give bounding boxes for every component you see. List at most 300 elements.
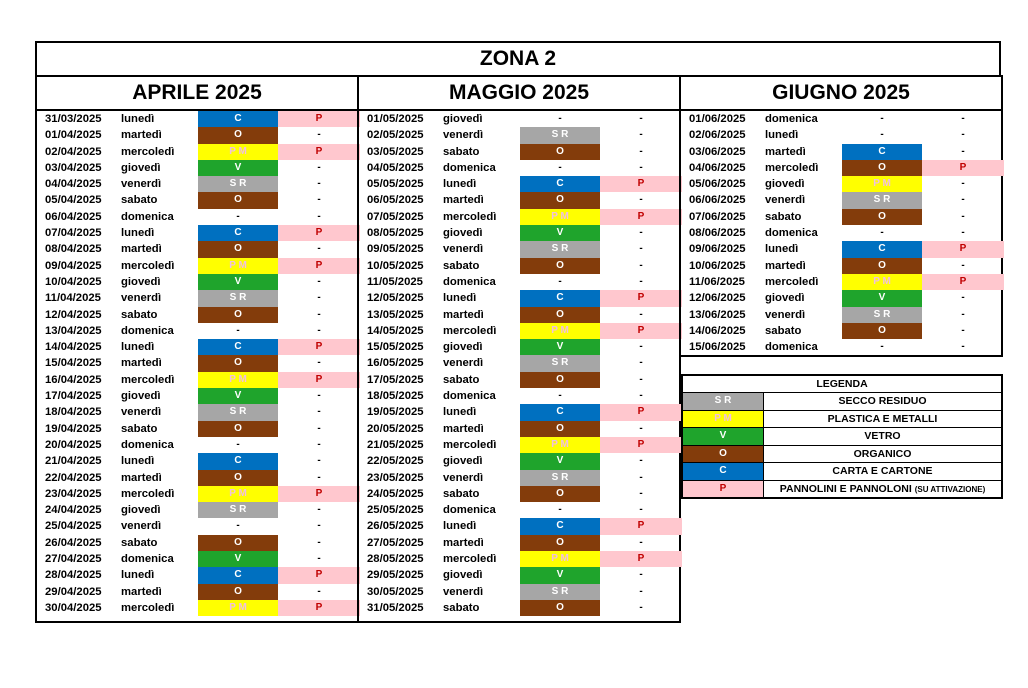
legend-item bbox=[683, 428, 1001, 446]
diaper-code: - bbox=[317, 504, 321, 516]
row-weekday: domenica bbox=[443, 161, 496, 174]
row-date: 02/06/2025 bbox=[689, 129, 746, 142]
calendar-row bbox=[359, 160, 679, 176]
row-weekday: giovedì bbox=[443, 113, 483, 125]
row-weekday: giovedì bbox=[121, 504, 161, 517]
row-date: 12/04/2025 bbox=[45, 308, 102, 321]
calendar-row bbox=[359, 567, 679, 583]
waste-code: P M bbox=[842, 274, 922, 290]
row-date: 23/05/2025 bbox=[367, 471, 424, 484]
row-weekday: mercoledì bbox=[443, 210, 497, 223]
row-date: 10/04/2025 bbox=[45, 275, 102, 288]
calendar-row bbox=[37, 307, 357, 323]
diaper-code: - bbox=[317, 471, 321, 483]
row-date: 07/06/2025 bbox=[689, 210, 746, 223]
row-date: 13/06/2025 bbox=[689, 308, 746, 321]
calendar-row bbox=[37, 600, 357, 616]
row-date: 08/06/2025 bbox=[689, 227, 746, 240]
diaper-code: - bbox=[639, 227, 643, 239]
row-date: 26/05/2025 bbox=[367, 520, 424, 533]
diaper-code: - bbox=[639, 455, 643, 467]
row-weekday: sabato bbox=[443, 373, 480, 386]
legend-label-text: CARTA E CARTONE bbox=[832, 465, 933, 477]
legend-label-text: VETRO bbox=[864, 430, 901, 442]
row-date: 29/05/2025 bbox=[367, 569, 424, 582]
calendar-row bbox=[359, 176, 679, 192]
row-weekday: sabato bbox=[121, 194, 158, 207]
calendar-row bbox=[37, 241, 357, 257]
diaper-code: P bbox=[600, 518, 682, 534]
legend-label-text: PLASTICA E METALLI bbox=[827, 412, 938, 425]
row-date: 08/04/2025 bbox=[45, 243, 102, 256]
calendar-row bbox=[359, 437, 679, 453]
calendar-row bbox=[37, 388, 357, 404]
row-weekday: mercoledì bbox=[121, 601, 175, 614]
legend bbox=[681, 374, 1003, 499]
legend-label-text: SECCO RESIDUO bbox=[838, 395, 927, 407]
diaper-code: - bbox=[961, 210, 965, 222]
legend-code: O bbox=[683, 446, 764, 463]
waste-code: V bbox=[198, 160, 278, 176]
waste-code: V bbox=[520, 339, 600, 355]
row-date: 04/06/2025 bbox=[689, 161, 746, 174]
diaper-code: - bbox=[639, 504, 643, 516]
row-weekday: domenica bbox=[765, 113, 818, 125]
row-weekday: domenica bbox=[443, 275, 496, 288]
waste-code: P M bbox=[198, 258, 278, 274]
calendar-row bbox=[359, 307, 679, 323]
row-date: 14/06/2025 bbox=[689, 324, 746, 337]
calendar-row bbox=[359, 192, 679, 208]
row-date: 18/04/2025 bbox=[45, 406, 102, 419]
waste-code: O bbox=[198, 241, 278, 257]
waste-code: V bbox=[842, 290, 922, 306]
legend-code: P M bbox=[683, 411, 764, 428]
diaper-code: P bbox=[600, 404, 682, 420]
calendar-row bbox=[359, 404, 679, 420]
diaper-code: P bbox=[278, 258, 360, 274]
waste-code: O bbox=[842, 323, 922, 339]
row-weekday: giovedì bbox=[765, 178, 805, 191]
calendar-row bbox=[37, 355, 357, 371]
month-rows bbox=[37, 111, 357, 616]
row-weekday: martedì bbox=[121, 471, 162, 484]
row-weekday: venerdì bbox=[443, 357, 484, 370]
calendar-row bbox=[37, 535, 357, 551]
row-date: 05/04/2025 bbox=[45, 194, 102, 207]
diaper-code: P bbox=[922, 274, 1004, 290]
row-date: 01/06/2025 bbox=[689, 113, 746, 125]
row-date: 29/04/2025 bbox=[45, 585, 102, 598]
waste-code: O bbox=[842, 209, 922, 225]
diaper-code: P bbox=[600, 323, 682, 339]
diaper-code: - bbox=[961, 145, 965, 157]
row-weekday: giovedì bbox=[765, 292, 805, 305]
waste-code: - bbox=[236, 438, 240, 450]
calendar-row bbox=[37, 551, 357, 567]
diaper-code: - bbox=[639, 259, 643, 271]
row-date: 17/05/2025 bbox=[367, 373, 424, 386]
row-weekday: martedì bbox=[443, 422, 484, 435]
row-date: 06/05/2025 bbox=[367, 194, 424, 207]
row-date: 18/05/2025 bbox=[367, 390, 424, 403]
row-date: 10/06/2025 bbox=[689, 259, 746, 272]
row-date: 25/04/2025 bbox=[45, 520, 102, 533]
row-weekday: lunedì bbox=[121, 569, 155, 582]
calendar-row bbox=[681, 176, 1001, 192]
diaper-code: - bbox=[317, 324, 321, 336]
row-weekday: venerdì bbox=[443, 129, 484, 142]
calendar-row bbox=[37, 144, 357, 160]
legend-item bbox=[683, 481, 1001, 498]
legend-label bbox=[764, 393, 1001, 410]
waste-code: S R bbox=[198, 176, 278, 192]
row-date: 22/05/2025 bbox=[367, 455, 424, 468]
row-date: 23/04/2025 bbox=[45, 487, 102, 500]
row-weekday: domenica bbox=[443, 390, 496, 403]
row-date: 05/06/2025 bbox=[689, 178, 746, 191]
waste-code: O bbox=[198, 535, 278, 551]
row-weekday: martedì bbox=[765, 259, 806, 272]
waste-code: - bbox=[880, 341, 884, 353]
row-weekday: giovedì bbox=[443, 341, 483, 354]
row-weekday: giovedì bbox=[443, 227, 483, 240]
row-date: 02/04/2025 bbox=[45, 145, 102, 158]
diaper-code: - bbox=[639, 308, 643, 320]
calendar-row bbox=[37, 111, 357, 127]
row-weekday: sabato bbox=[121, 422, 158, 435]
row-date: 13/05/2025 bbox=[367, 308, 424, 321]
calendar-row bbox=[681, 307, 1001, 323]
diaper-code: P bbox=[600, 551, 682, 567]
row-weekday: martedì bbox=[443, 194, 484, 207]
diaper-code: - bbox=[639, 422, 643, 434]
waste-code: V bbox=[198, 274, 278, 290]
waste-code: V bbox=[520, 453, 600, 469]
calendar-row bbox=[359, 453, 679, 469]
row-weekday: lunedì bbox=[765, 129, 799, 142]
row-weekday: lunedì bbox=[443, 178, 477, 191]
waste-code: O bbox=[520, 600, 600, 616]
row-weekday: lunedì bbox=[443, 406, 477, 419]
calendar-row bbox=[681, 274, 1001, 290]
row-date: 12/05/2025 bbox=[367, 292, 424, 305]
calendar-row bbox=[681, 192, 1001, 208]
row-weekday: venerdì bbox=[443, 585, 484, 598]
calendar-row bbox=[359, 388, 679, 404]
calendar-row bbox=[37, 453, 357, 469]
waste-code: P M bbox=[520, 209, 600, 225]
row-weekday: giovedì bbox=[121, 275, 161, 288]
waste-code: S R bbox=[520, 241, 600, 257]
waste-code: O bbox=[520, 535, 600, 551]
legend-item bbox=[683, 446, 1001, 464]
calendar-row bbox=[37, 258, 357, 274]
calendar-row bbox=[359, 290, 679, 306]
row-date: 31/03/2025 bbox=[45, 113, 102, 125]
calendar-row bbox=[359, 502, 679, 518]
calendar-row bbox=[37, 437, 357, 453]
diaper-code: - bbox=[317, 210, 321, 222]
row-weekday: martedì bbox=[121, 129, 162, 142]
row-weekday: sabato bbox=[443, 601, 480, 614]
row-date: 07/04/2025 bbox=[45, 227, 102, 240]
legend-note: (SU ATTIVAZIONE) bbox=[914, 484, 986, 494]
row-weekday: lunedì bbox=[443, 520, 477, 533]
waste-code: S R bbox=[198, 502, 278, 518]
row-date: 09/04/2025 bbox=[45, 259, 102, 272]
diaper-code: - bbox=[317, 308, 321, 320]
row-weekday: mercoledì bbox=[765, 161, 819, 174]
calendar-row bbox=[37, 372, 357, 388]
legend-code: C bbox=[683, 463, 764, 480]
calendar-row bbox=[37, 225, 357, 241]
waste-code: P M bbox=[520, 437, 600, 453]
diaper-code: - bbox=[317, 536, 321, 548]
calendar-row bbox=[681, 290, 1001, 306]
waste-code: O bbox=[520, 192, 600, 208]
calendar-row bbox=[359, 111, 679, 127]
row-date: 28/05/2025 bbox=[367, 553, 424, 566]
legend-item bbox=[683, 393, 1001, 411]
calendar-row bbox=[359, 355, 679, 371]
row-date: 09/06/2025 bbox=[689, 243, 746, 256]
waste-code: C bbox=[198, 453, 278, 469]
legend-code: V bbox=[683, 428, 764, 445]
legend-label bbox=[764, 411, 1001, 428]
diaper-code: - bbox=[317, 438, 321, 450]
row-weekday: lunedì bbox=[443, 292, 477, 305]
legend-title: LEGENDA bbox=[683, 376, 1001, 393]
waste-code: S R bbox=[198, 404, 278, 420]
row-weekday: mercoledì bbox=[765, 275, 819, 288]
diaper-code: - bbox=[961, 259, 965, 271]
diaper-code: - bbox=[639, 129, 643, 141]
row-weekday: mercoledì bbox=[121, 145, 175, 158]
waste-code: O bbox=[198, 470, 278, 486]
calendar-row bbox=[37, 567, 357, 583]
calendar-row bbox=[359, 274, 679, 290]
diaper-code: - bbox=[961, 194, 965, 206]
waste-code: C bbox=[842, 144, 922, 160]
waste-code: S R bbox=[842, 307, 922, 323]
waste-code: C bbox=[842, 241, 922, 257]
diaper-code: - bbox=[317, 129, 321, 141]
waste-code: C bbox=[198, 339, 278, 355]
diaper-code: - bbox=[317, 390, 321, 402]
month-title: GIUGNO 2025 bbox=[681, 77, 1001, 111]
row-date: 28/04/2025 bbox=[45, 569, 102, 582]
diaper-code: - bbox=[639, 145, 643, 157]
row-date: 06/06/2025 bbox=[689, 194, 746, 207]
diaper-code: - bbox=[961, 308, 965, 320]
diaper-code: - bbox=[961, 129, 965, 141]
calendar-row bbox=[37, 176, 357, 192]
row-date: 08/05/2025 bbox=[367, 227, 424, 240]
calendar-row bbox=[359, 144, 679, 160]
row-weekday: domenica bbox=[121, 438, 174, 451]
waste-code: - bbox=[558, 504, 562, 516]
row-weekday: martedì bbox=[765, 145, 806, 158]
waste-code: C bbox=[520, 176, 600, 192]
calendar-row bbox=[37, 486, 357, 502]
diaper-code: - bbox=[639, 390, 643, 402]
diaper-code: - bbox=[961, 227, 965, 239]
diaper-code: - bbox=[639, 569, 643, 581]
diaper-code: P bbox=[600, 290, 682, 306]
row-weekday: mercoledì bbox=[443, 553, 497, 566]
waste-code: P M bbox=[520, 323, 600, 339]
row-date: 26/04/2025 bbox=[45, 536, 102, 549]
row-weekday: venerdì bbox=[443, 243, 484, 256]
waste-code: - bbox=[558, 161, 562, 173]
waste-code: S R bbox=[520, 355, 600, 371]
row-weekday: martedì bbox=[443, 308, 484, 321]
row-date: 19/04/2025 bbox=[45, 422, 102, 435]
diaper-code: - bbox=[639, 341, 643, 353]
waste-code: - bbox=[880, 129, 884, 141]
row-date: 11/06/2025 bbox=[689, 275, 745, 288]
row-weekday: giovedì bbox=[443, 569, 483, 582]
row-date: 14/05/2025 bbox=[367, 324, 424, 337]
waste-code: C bbox=[520, 518, 600, 534]
diaper-code: P bbox=[278, 111, 360, 127]
row-date: 24/04/2025 bbox=[45, 504, 102, 517]
diaper-code: P bbox=[278, 225, 360, 241]
diaper-code: P bbox=[600, 176, 682, 192]
legend-label bbox=[764, 446, 1001, 463]
waste-code: P M bbox=[198, 372, 278, 388]
row-weekday: martedì bbox=[121, 243, 162, 256]
calendar-row bbox=[359, 241, 679, 257]
row-weekday: mercoledì bbox=[443, 438, 497, 451]
diaper-code: - bbox=[317, 422, 321, 434]
waste-code: V bbox=[198, 551, 278, 567]
diaper-code: P bbox=[278, 600, 360, 616]
row-date: 11/05/2025 bbox=[367, 275, 423, 288]
waste-code: O bbox=[198, 192, 278, 208]
waste-code: C bbox=[520, 290, 600, 306]
calendar-row bbox=[681, 241, 1001, 257]
row-date: 09/05/2025 bbox=[367, 243, 424, 256]
row-weekday: sabato bbox=[121, 308, 158, 321]
row-date: 15/06/2025 bbox=[689, 341, 746, 354]
waste-code: O bbox=[842, 258, 922, 274]
row-date: 10/05/2025 bbox=[367, 259, 424, 272]
calendar-row bbox=[681, 209, 1001, 225]
calendar-row bbox=[681, 144, 1001, 160]
calendar-row bbox=[359, 225, 679, 241]
row-weekday: domenica bbox=[121, 553, 174, 566]
row-date: 20/04/2025 bbox=[45, 438, 102, 451]
row-weekday: lunedì bbox=[121, 455, 155, 468]
calendar-row bbox=[359, 421, 679, 437]
row-date: 30/04/2025 bbox=[45, 601, 102, 614]
row-date: 07/05/2025 bbox=[367, 210, 424, 223]
waste-code: O bbox=[198, 355, 278, 371]
calendar-row bbox=[37, 339, 357, 355]
calendar-row bbox=[359, 486, 679, 502]
row-date: 03/06/2025 bbox=[689, 145, 746, 158]
waste-code: P M bbox=[198, 600, 278, 616]
month-rows bbox=[359, 111, 679, 616]
diaper-code: - bbox=[317, 585, 321, 597]
waste-code: - bbox=[236, 324, 240, 336]
waste-code: O bbox=[198, 584, 278, 600]
row-weekday: sabato bbox=[443, 259, 480, 272]
row-date: 30/05/2025 bbox=[367, 585, 424, 598]
diaper-code: - bbox=[317, 455, 321, 467]
row-date: 27/05/2025 bbox=[367, 536, 424, 549]
calendar-row bbox=[37, 323, 357, 339]
diaper-code: P bbox=[922, 160, 1004, 176]
row-date: 21/04/2025 bbox=[45, 455, 102, 468]
calendar-row bbox=[681, 225, 1001, 241]
row-weekday: venerdì bbox=[765, 194, 806, 207]
row-weekday: giovedì bbox=[121, 390, 161, 403]
waste-code: P M bbox=[842, 176, 922, 192]
row-date: 06/04/2025 bbox=[45, 210, 102, 223]
diaper-code: - bbox=[639, 585, 643, 597]
calendar-row bbox=[359, 551, 679, 567]
waste-code: O bbox=[198, 127, 278, 143]
diaper-code: P bbox=[278, 339, 360, 355]
calendar-row bbox=[37, 160, 357, 176]
waste-code: C bbox=[198, 567, 278, 583]
diaper-code: - bbox=[961, 292, 965, 304]
calendar-row bbox=[359, 209, 679, 225]
waste-code: O bbox=[520, 372, 600, 388]
calendar-row bbox=[37, 404, 357, 420]
waste-code: - bbox=[236, 210, 240, 222]
row-date: 16/04/2025 bbox=[45, 373, 102, 386]
row-date: 03/04/2025 bbox=[45, 161, 102, 174]
waste-code: P M bbox=[520, 551, 600, 567]
row-weekday: mercoledì bbox=[121, 487, 175, 500]
row-weekday: mercoledì bbox=[121, 373, 175, 386]
diaper-code: - bbox=[317, 357, 321, 369]
waste-code: O bbox=[198, 307, 278, 323]
row-date: 24/05/2025 bbox=[367, 487, 424, 500]
diaper-code: - bbox=[639, 536, 643, 548]
calendar-row bbox=[681, 111, 1001, 127]
row-weekday: sabato bbox=[443, 487, 480, 500]
row-weekday: venerdì bbox=[443, 471, 484, 484]
waste-code: V bbox=[520, 567, 600, 583]
diaper-code: - bbox=[639, 471, 643, 483]
calendar-row bbox=[37, 421, 357, 437]
legend-code: S R bbox=[683, 393, 764, 410]
row-weekday: martedì bbox=[121, 585, 162, 598]
row-weekday: giovedì bbox=[443, 455, 483, 468]
row-weekday: giovedì bbox=[121, 161, 161, 174]
calendar-row bbox=[359, 339, 679, 355]
diaper-code: - bbox=[639, 161, 643, 173]
waste-code: S R bbox=[520, 470, 600, 486]
calendar-row bbox=[359, 323, 679, 339]
calendar-row bbox=[37, 127, 357, 143]
row-weekday: martedì bbox=[443, 536, 484, 549]
row-date: 04/05/2025 bbox=[367, 161, 424, 174]
calendar-row bbox=[37, 192, 357, 208]
waste-code: - bbox=[880, 227, 884, 239]
waste-code: - bbox=[558, 275, 562, 287]
waste-code: V bbox=[198, 388, 278, 404]
waste-code: O bbox=[520, 421, 600, 437]
diaper-code: - bbox=[317, 194, 321, 206]
row-date: 13/04/2025 bbox=[45, 324, 102, 337]
calendar-row bbox=[359, 258, 679, 274]
